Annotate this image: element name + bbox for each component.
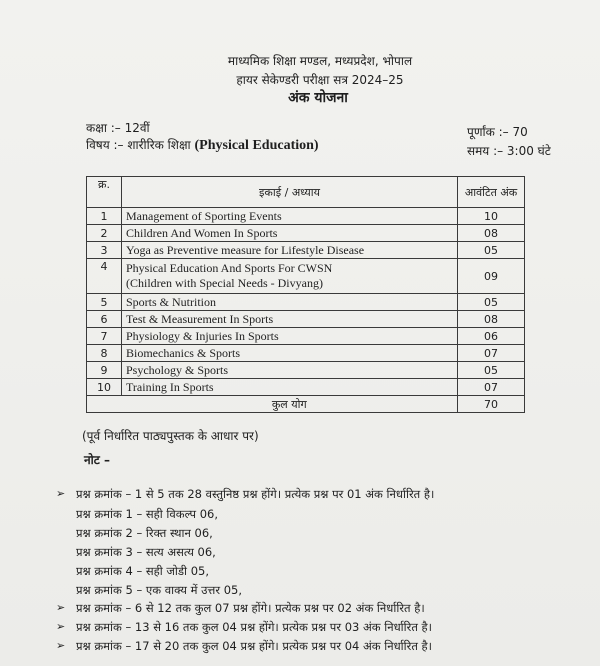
header-marks: आवंटित अंक bbox=[458, 177, 525, 208]
row-unit-line-2: (Children with Special Needs - Divyang) bbox=[126, 276, 323, 290]
row-sr: 9 bbox=[87, 362, 122, 379]
arrow-bullet-icon: ➢ bbox=[56, 639, 66, 652]
row-unit: Psychology & Sports bbox=[122, 362, 458, 379]
row-sr: 7 bbox=[87, 328, 122, 345]
row-unit bbox=[122, 259, 458, 294]
table-header-row bbox=[87, 177, 525, 208]
arrow-bullet-icon: ➢ bbox=[56, 601, 66, 614]
row-unit: Children And Women In Sports bbox=[122, 225, 458, 242]
subject-hindi: विषय :– शारीरिक शिक्षा bbox=[86, 138, 191, 152]
total-marks: 70 bbox=[458, 396, 525, 413]
header-sr: क्र. bbox=[87, 177, 122, 208]
row-unit-line-1: Physical Education And Sports For CWSN bbox=[126, 261, 333, 275]
row-sr: 10 bbox=[87, 379, 122, 396]
note-label: नोट – bbox=[84, 453, 110, 467]
note-line: प्रश्न क्रमांक 5 – एक वाक्य में उत्तर 05, bbox=[76, 583, 243, 597]
row-unit: Biomechanics & Sports bbox=[122, 345, 458, 362]
table-total-row bbox=[87, 396, 525, 413]
exam-session: हायर सेकेण्डरी परीक्षा सत्र 2024–25 bbox=[236, 73, 404, 87]
subject-label bbox=[86, 136, 319, 154]
row-sr: 6 bbox=[87, 311, 122, 328]
row-marks: 09 bbox=[458, 259, 525, 294]
arrow-bullet-icon: ➢ bbox=[56, 620, 66, 633]
textbook-note: (पूर्व निर्धारित पाठ्यपुस्तक के आधार पर) bbox=[82, 429, 259, 443]
total-label: कुल योग bbox=[122, 396, 458, 413]
table-row bbox=[87, 345, 525, 362]
table-row bbox=[87, 242, 525, 259]
marks-scheme-table bbox=[86, 176, 525, 413]
row-marks: 05 bbox=[458, 294, 525, 311]
row-unit: Training In Sports bbox=[122, 379, 458, 396]
row-marks: 05 bbox=[458, 242, 525, 259]
row-marks: 10 bbox=[458, 208, 525, 225]
subject-english: (Physical Education) bbox=[194, 138, 319, 153]
row-marks: 08 bbox=[458, 225, 525, 242]
page-title: अंक योजना bbox=[288, 90, 348, 106]
row-marks: 05 bbox=[458, 362, 525, 379]
row-sr: 5 bbox=[87, 294, 122, 311]
exam-time: समय :– 3:00 घंटे bbox=[467, 144, 551, 158]
table-row bbox=[87, 362, 525, 379]
row-unit: Test & Measurement In Sports bbox=[122, 311, 458, 328]
row-sr: 8 bbox=[87, 345, 122, 362]
row-sr: 2 bbox=[87, 225, 122, 242]
row-unit: Physiology & Injuries In Sports bbox=[122, 328, 458, 345]
note-line: प्रश्न क्रमांक 2 – रिक्त स्थान 06, bbox=[76, 526, 213, 540]
header-unit: इकाई / अध्याय bbox=[122, 177, 458, 208]
table-row bbox=[87, 208, 525, 225]
row-marks: 07 bbox=[458, 379, 525, 396]
board-name: माध्यमिक शिक्षा मण्डल, मध्यप्रदेश, भोपाल bbox=[227, 54, 413, 68]
row-unit: Yoga as Preventive measure for Lifestyle Disease bbox=[122, 242, 458, 259]
full-marks: पूर्णांक :– 70 bbox=[467, 125, 528, 139]
row-marks: 06 bbox=[458, 328, 525, 345]
arrow-bullet-icon: ➢ bbox=[56, 487, 66, 500]
note-line: प्रश्न क्रमांक – 1 से 5 तक 28 वस्तुनिष्ठ प्रश्न होंगे। प्रत्येक प्रश्न पर 01 अंक निर्धारित है। bbox=[76, 487, 435, 501]
total-blank bbox=[87, 396, 122, 413]
row-unit: Management of Sporting Events bbox=[122, 208, 458, 225]
table-row bbox=[87, 379, 525, 396]
row-sr: 1 bbox=[87, 208, 122, 225]
row-unit: Sports & Nutrition bbox=[122, 294, 458, 311]
table-row bbox=[87, 225, 525, 242]
class-label: कक्षा :– 12वीं bbox=[86, 121, 150, 135]
note-line: प्रश्न क्रमांक 3 – सत्य असत्य 06, bbox=[76, 545, 216, 559]
note-line: प्रश्न क्रमांक 1 – सही विकल्प 06, bbox=[76, 507, 219, 521]
note-line: प्रश्न क्रमांक – 13 से 16 तक कुल 04 प्रश्न होंगे। प्रत्येक प्रश्न पर 03 अंक निर्धारित है। bbox=[76, 620, 433, 634]
table-row bbox=[87, 294, 525, 311]
row-sr: 4 bbox=[87, 259, 122, 294]
table-row bbox=[87, 259, 525, 294]
note-line: प्रश्न क्रमांक – 17 से 20 तक कुल 04 प्रश्न होंगे। प्रत्येक प्रश्न पर 04 अंक निर्धारित है। bbox=[76, 639, 433, 653]
row-marks: 08 bbox=[458, 311, 525, 328]
note-line: प्रश्न क्रमांक – 6 से 12 तक कुल 07 प्रश्न होंगे। प्रत्येक प्रश्न पर 02 अंक निर्धारित है। bbox=[76, 601, 425, 615]
table-row bbox=[87, 311, 525, 328]
note-line: प्रश्न क्रमांक 4 – सही जोडी 05, bbox=[76, 564, 209, 578]
row-sr: 3 bbox=[87, 242, 122, 259]
row-marks: 07 bbox=[458, 345, 525, 362]
table-row bbox=[87, 328, 525, 345]
